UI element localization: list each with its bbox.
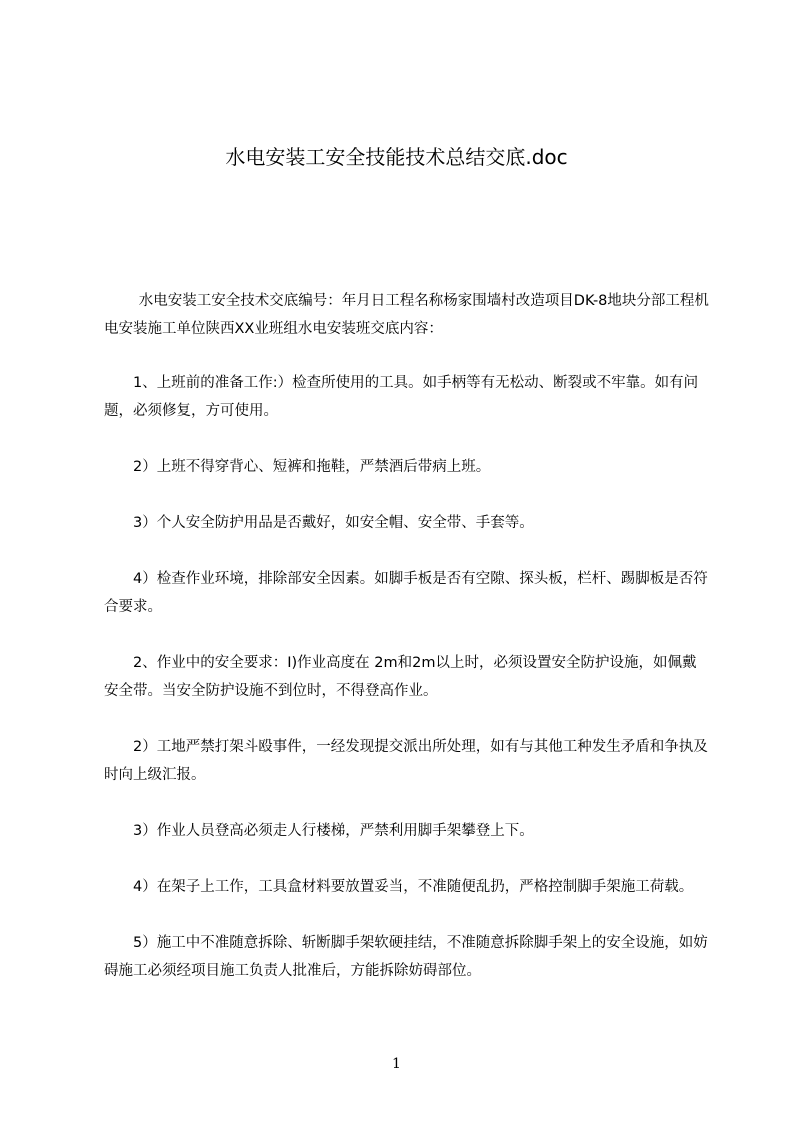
paragraph-environment-check: 4）检查作业环境，排除部安全因素。如脚手板是否有空隙、探头板，栏杆、踢脚板是否符合要求。	[104, 571, 708, 615]
paragraph-scaffold-tools: 4）在架子上工作，工具盒材料要放置妥当，不准随便乱扔，严格控制脚手架施工荷载。	[133, 879, 694, 895]
paragraph-pre-work-tools: 1、上班前的准备工作:）检查所使用的工具。如手柄等有无松动、断裂或不牢靠。如有问题，必须修复，方可使用。	[104, 375, 699, 419]
paragraph-stairs: 3）作业人员登高必须走人行楼梯，严禁利用脚手架攀登上下。	[133, 823, 534, 839]
document-title: 水电安装工安全技能技术总结交底.doc	[225, 145, 568, 169]
paragraph-scaffold-removal: 5）施工中不准随意拆除、斩断脚手架软硬挂结，不准随意拆除脚手架上的安全设施，如妨碍施工必须经项目施工负责人批准后，方能拆除妨碍部位。	[104, 935, 708, 979]
document-body	[104, 287, 710, 1013]
paragraph-ppe: 3）个人安全防护用品是否戴好，如安全帽、安全带、手套等。	[133, 515, 534, 531]
paragraph-header-info: 水电安装工安全技术交底编号：年月日工程名称杨家围墙村改造项目DK-8地块分部工程机电安装施工单位陕西XX业班组水电安装班交底内容：	[104, 293, 709, 337]
page-number: 1	[392, 1056, 401, 1072]
paragraph-no-fighting: 2）工地严禁打架斗殴事件，一经发现提交派出所处理，如有与其他工种发生矛盾和争执及时向上级汇报。	[104, 739, 708, 783]
paragraph-height-work: 2、作业中的安全要求：I)作业高度在 2m和2m以上时，必须设置安全防护设施，如佩戴安全带。当安全防护设施不到位时，不得登高作业。	[104, 655, 697, 699]
paragraph-attire: 2）上班不得穿背心、短裤和拖鞋，严禁酒后带病上班。	[133, 459, 491, 475]
